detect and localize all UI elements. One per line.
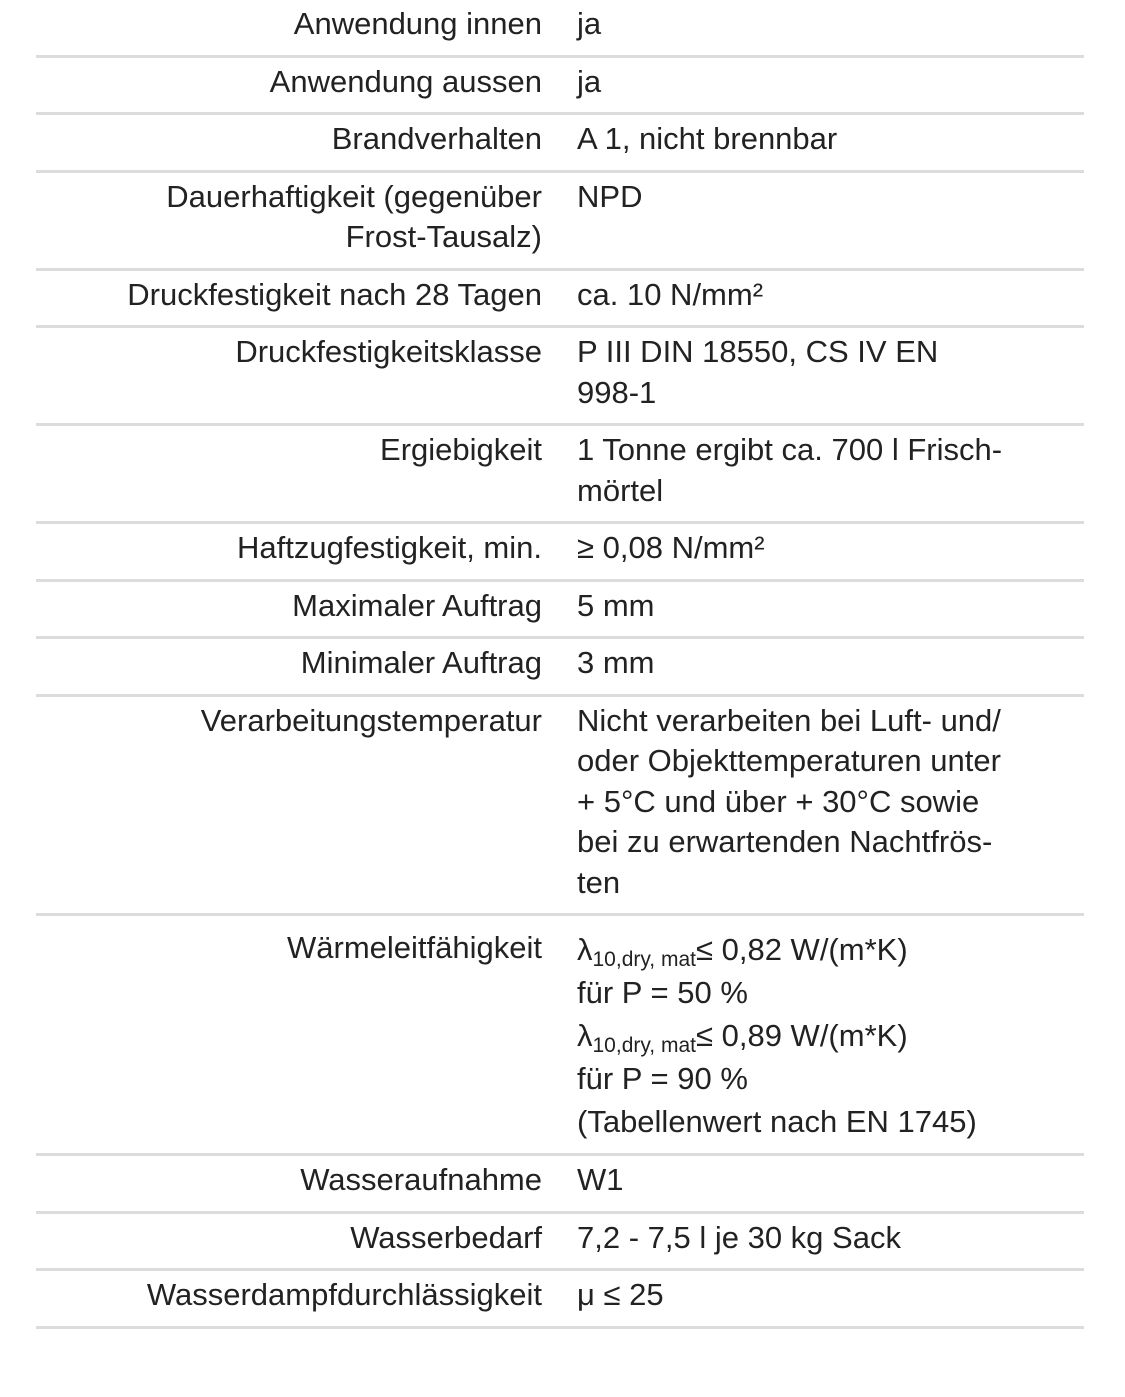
value-line: für P = 90 %	[577, 1061, 748, 1096]
lambda-line-2	[577, 1014, 1047, 1057]
value-line: 7,2 - 7,5 l je 30 kg Sack	[577, 1219, 901, 1255]
value-line: W1	[577, 1162, 624, 1197]
spec-label: Ergiebigkeit	[380, 432, 542, 467]
lambda-line-1	[577, 928, 1047, 971]
spec-label: Wasserbedarf	[350, 1219, 542, 1255]
lambda-symbol: λ	[577, 1018, 593, 1053]
spec-value	[577, 1218, 1047, 1259]
value-line: 5 mm	[577, 587, 655, 623]
value-line: ten	[577, 864, 621, 900]
spec-value	[577, 177, 1047, 258]
spec-row-druckfestigkeitsklasse	[36, 328, 1084, 426]
spec-row-minimaler-auftrag	[36, 639, 1084, 697]
value-line: ja	[577, 6, 602, 41]
spec-row-ergiebigkeit	[36, 426, 1084, 524]
lambda-subscript: 10,dry, mat	[592, 1034, 696, 1057]
spec-value	[577, 528, 1047, 569]
value-line: ja	[577, 63, 602, 99]
lambda-value: ≤ 0,89 W/(m*K)	[695, 1018, 908, 1053]
spec-label: Druckfestigkeitsklasse	[235, 334, 542, 369]
value-line: 3 mm	[577, 645, 655, 680]
label-line: Dauerhaftigkeit (gegenüber	[166, 178, 542, 214]
spec-label: Maximaler Auftrag	[292, 587, 542, 623]
spec-label: Haftzugfestigkeit, min.	[237, 530, 542, 565]
spec-row-wasseraufnahme	[36, 1156, 1084, 1214]
spec-row-verarbeitungstemperatur	[36, 697, 1084, 917]
value-line: oder Objekttemperaturen unter	[577, 743, 1001, 778]
spec-value	[577, 332, 1047, 413]
spec-label: Wasseraufnahme	[300, 1162, 542, 1197]
spec-row-druckfestigkeit	[36, 271, 1084, 329]
value-line: 1 Tonne ergibt ca. 700 l Frisch-	[577, 432, 1003, 467]
spec-value	[577, 275, 1047, 316]
spec-value	[577, 643, 1047, 684]
spec-value	[577, 586, 1047, 627]
spec-label: Brandverhalten	[331, 121, 542, 156]
value-line: mörtel	[577, 472, 664, 508]
spec-value	[577, 701, 1047, 904]
spec-label: Anwendung aussen	[269, 63, 542, 99]
spec-row-anwendung-innen	[36, 0, 1084, 58]
spec-value	[577, 430, 1047, 511]
spec-row-wasserdampfdurchlaessigkeit	[36, 1271, 1084, 1329]
spec-row-dauerhaftigkeit	[36, 173, 1084, 271]
spec-value	[577, 119, 1047, 160]
spec-label: Wasserdampfdurchlässigkeit	[146, 1277, 542, 1312]
value-line: μ ≤ 25	[577, 1277, 664, 1312]
value-line: bei zu erwartenden Nachtfrös-	[577, 824, 993, 859]
spec-row-wasserbedarf	[36, 1214, 1084, 1272]
spec-value	[577, 4, 1047, 45]
spec-label: Druckfestigkeit nach 28 Tagen	[127, 276, 542, 312]
spec-label	[36, 177, 542, 258]
lambda-symbol: λ	[577, 932, 593, 967]
spec-label: Anwendung innen	[293, 6, 542, 41]
spec-value	[577, 62, 1047, 103]
lambda-subscript: 10,dry, mat	[592, 948, 696, 971]
spec-table	[36, 0, 1084, 1329]
value-line: Nicht verarbeiten bei Luft- und/	[577, 702, 1001, 738]
value-line: P III DIN 18550, CS IV EN	[577, 334, 939, 369]
spec-row-anwendung-aussen	[36, 58, 1084, 116]
label-line: Frost-Tausalz)	[345, 219, 542, 254]
value-line: ≥ 0,08 N/mm²	[577, 530, 765, 565]
spec-row-haftzugfestigkeit	[36, 524, 1084, 582]
spec-label: Verarbeitungstemperatur	[200, 702, 542, 738]
value-line: für P = 50 %	[577, 975, 748, 1010]
spec-value	[577, 1160, 1047, 1201]
value-line: (Tabellenwert nach EN 1745)	[577, 1104, 977, 1139]
spec-label: Wärmeleitfähigkeit	[287, 930, 542, 965]
lambda-value: ≤ 0,82 W/(m*K)	[695, 932, 908, 967]
value-line: + 5°C und über + 30°C sowie	[577, 783, 980, 819]
spec-label: Minimaler Auftrag	[300, 645, 542, 680]
spec-row-brandverhalten	[36, 115, 1084, 173]
spec-row-waermeleitfaehigkeit	[36, 916, 1084, 1156]
spec-row-maximaler-auftrag	[36, 582, 1084, 640]
value-line: 998-1	[577, 374, 657, 410]
value-line: NPD	[577, 178, 643, 214]
value-line: A 1, nicht brennbar	[577, 121, 838, 156]
value-line: ca. 10 N/mm²	[577, 276, 764, 312]
spec-value	[577, 1275, 1047, 1316]
spec-value	[577, 928, 1047, 1143]
